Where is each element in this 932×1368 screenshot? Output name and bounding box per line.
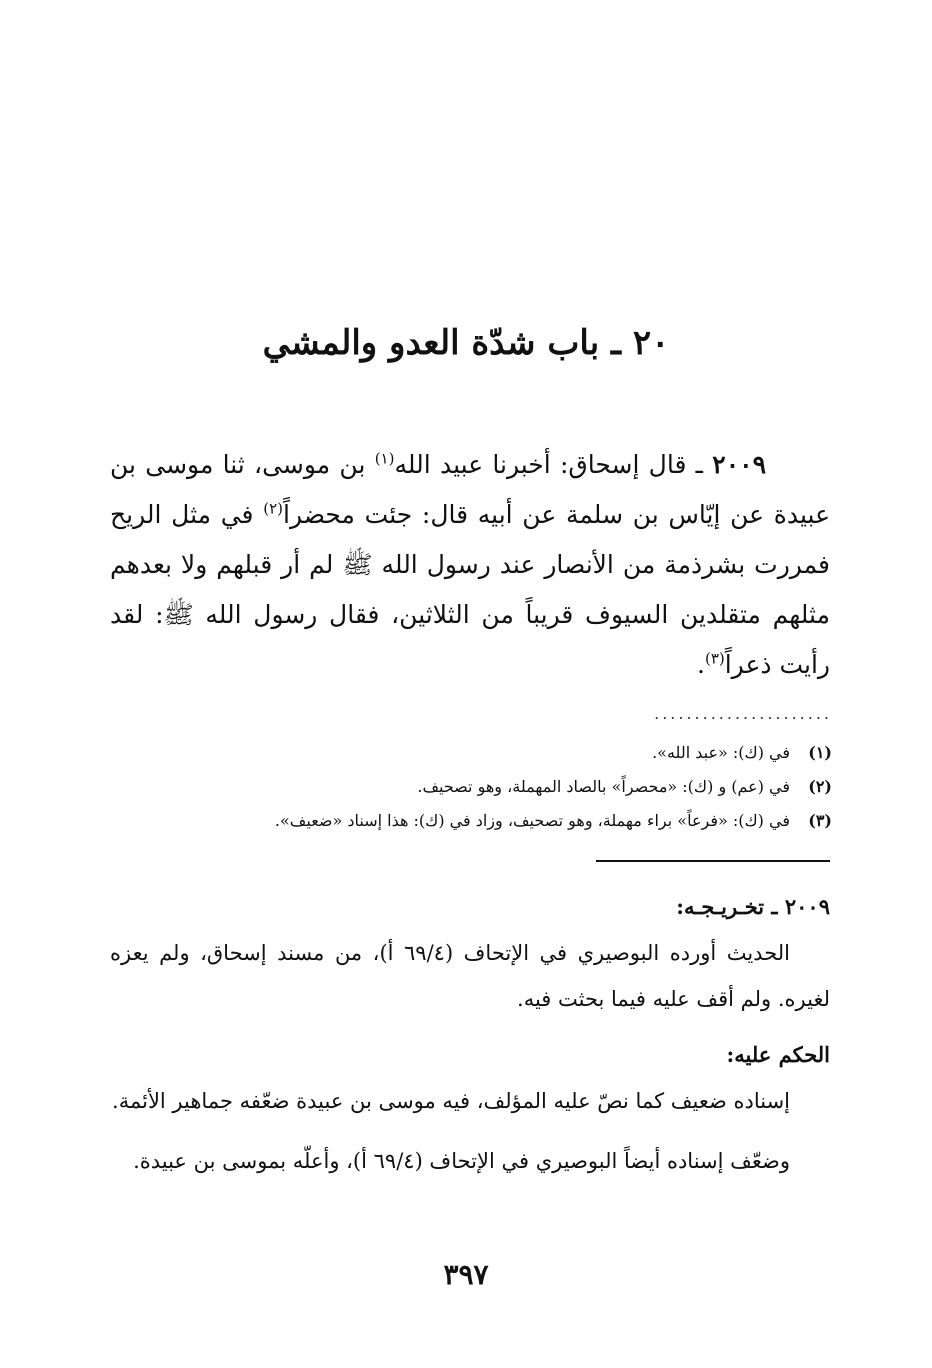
chapter-title: ٢٠ ـ باب شدّة العدو والمشي bbox=[262, 323, 670, 363]
footnote-number: (٢) bbox=[808, 777, 832, 796]
hadith-paragraph bbox=[110, 440, 830, 690]
footnote-3 bbox=[110, 804, 832, 838]
takhrij-paragraph-1: الحديث أورده البوصيري في الإتحاف (٦٩/٤ أ)، من مسند إسحاق، ولم يعزه لغيره. ولم أقف عليه فيما بحثت فيه. bbox=[110, 941, 830, 1011]
footnotes bbox=[110, 736, 832, 838]
footnote-marker-3: (٣) bbox=[704, 649, 725, 668]
hukm-heading: الحكم عليه: bbox=[726, 1042, 830, 1067]
hadith-text-part-1: ـ قال إسحاق: أخبرنا عبيد الله bbox=[394, 450, 713, 479]
footnote-2 bbox=[110, 770, 832, 804]
footnote-marker-1: (١) bbox=[374, 449, 395, 468]
takhrij-section bbox=[110, 884, 830, 1184]
footnote-text: في (ك): «فرعاً» براء مهملة، وهو تصحيف، وزاد في (ك): هذا إسناد «ضعيف». bbox=[274, 811, 790, 830]
footnote-text: في (ك): «عبد الله». bbox=[652, 743, 790, 762]
hadith-text-part-2: بن موسى، ثنا موسى بن عبيدة عن إيّاس بن سلمة عن أبيه قال: جئت محضراً bbox=[110, 450, 831, 529]
hadith-text-part-3: في مثل الريح فمررت بشرذمة من الأنصار عند رسول الله ﷺ لم أر قبلهم ولا بعدهم مثلهم متقلدين السيوف قريباً من الثلاثين، فقال رسول الله ﷺ: لقد رأيت ذعراً bbox=[110, 500, 830, 679]
footnote-number: (٣) bbox=[808, 811, 832, 830]
footnote-separator-dots: ...................... bbox=[654, 704, 832, 723]
footnote-marker-2: (٢) bbox=[263, 499, 283, 518]
footnote-text: في (عم) و (ك): «محصراً» بالصاد المهملة، وهو تصحيف. bbox=[417, 777, 790, 796]
footnote-number: (١) bbox=[808, 743, 832, 762]
section-divider bbox=[596, 860, 830, 862]
hadith-text-part-4: . bbox=[697, 650, 705, 679]
hukm-paragraph-2: وضعّف إسناده أيضاً البوصيري في الإتحاف (٦٩/٤ أ)، وأعلّه بموسى بن عبيدة. bbox=[133, 1149, 790, 1173]
hukm-paragraph-1: إسناده ضعيف كما نصّ عليه المؤلف، فيه موسى بن عبيدة ضعّفه جماهير الأئمة. bbox=[112, 1089, 790, 1113]
hadith-number: ٢٠٠٩ bbox=[712, 450, 766, 479]
page-number: ٣٩٧ bbox=[443, 1258, 489, 1291]
hadith-text bbox=[110, 440, 830, 690]
footnote-1 bbox=[110, 736, 832, 770]
takhrij-heading: ٢٠٠٩ ـ تخـريـجـه: bbox=[676, 894, 830, 919]
